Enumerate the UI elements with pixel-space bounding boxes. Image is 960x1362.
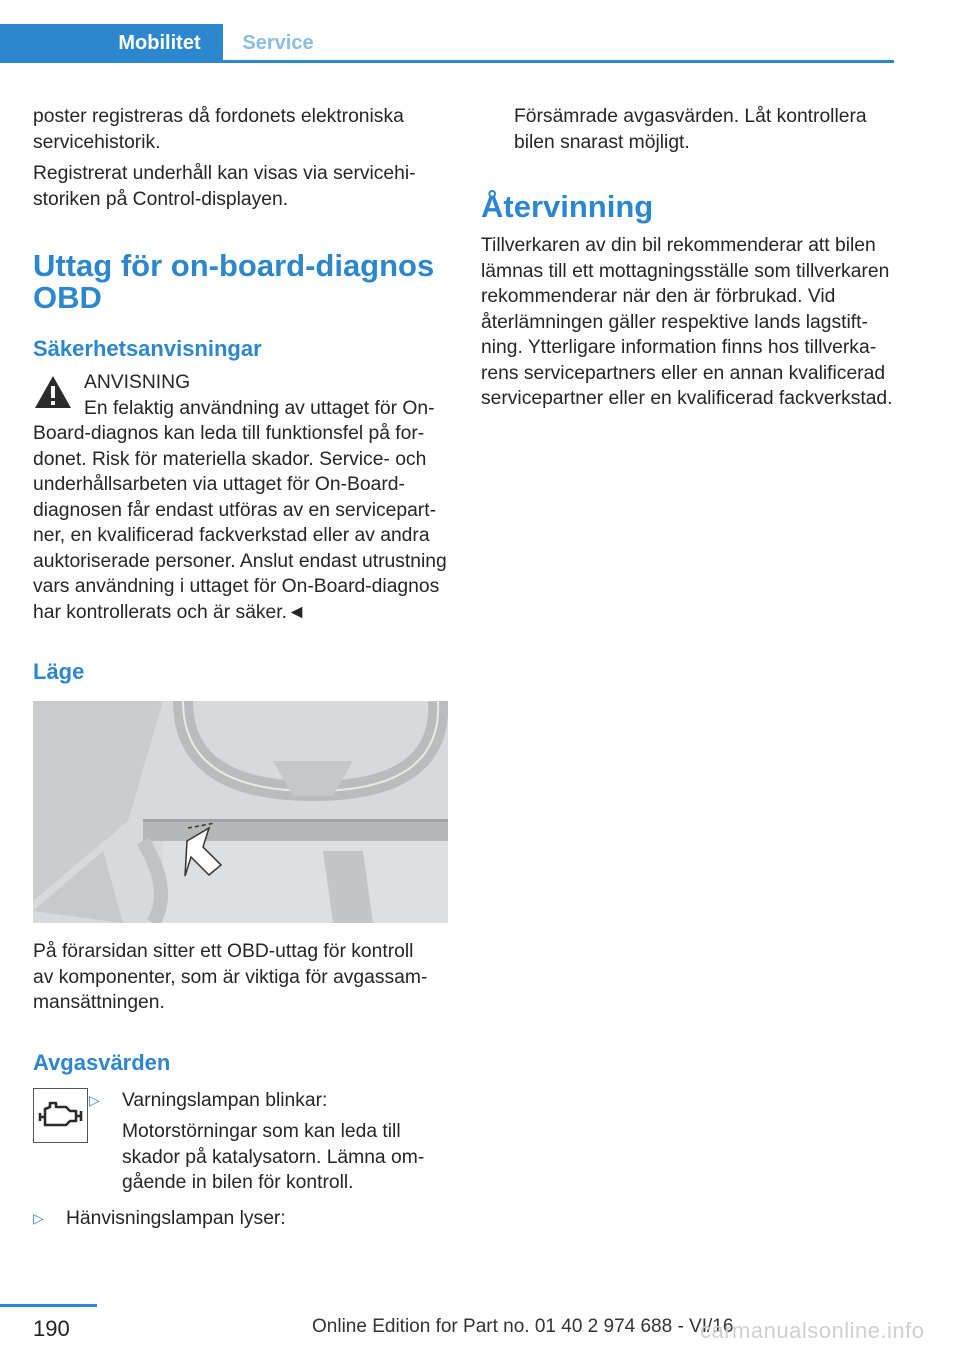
bullet-indicator-lit <box>33 1206 448 1232</box>
continued-bullet-text: Försämrade avgasvärden. Låt kontrollera bilen snarast möjligt. <box>514 106 867 153</box>
bullet1-text: Motorstörningar som kan leda till skador på katalysatorn. Lämna omgående in bilen för kontroll. <box>122 1121 425 1193</box>
emissions-heading: Avgasvärden <box>33 1049 171 1075</box>
recycling-text: Tillverkaren av din bil rekommenderar att bilen lämnas till ett mottagningsställe som tillverkaren rekommenderar när den är förbrukad. Vid återlämningen gäller respektive lands lagstiftning. Ytterligare information finns hos tillverkarens servicepartners eller en annan kvalificerad servicepartner eller en kvalificerad fackverkstad. <box>481 235 893 409</box>
emissions-block <box>33 1088 448 1232</box>
location-heading: Läge <box>33 659 85 684</box>
header-rule <box>0 60 894 63</box>
chapter-title: Uttag för on-board-diagnos OBD <box>33 248 435 315</box>
watermark: carmanualsonline.info <box>700 1318 925 1343</box>
tab-mobilitet[interactable]: Mobilitet <box>96 24 223 62</box>
right-column <box>481 104 896 412</box>
header-accent-block <box>0 24 96 62</box>
edition-note: Online Edition for Part no. 01 40 2 974 688 - VI/16 <box>312 1316 734 1337</box>
intro-paragraph-1: poster registreras då fordonets elektroniska servicehistorik. <box>33 106 404 153</box>
bullet-triangle-icon: ▷ <box>33 1209 44 1226</box>
warning-block <box>33 370 448 421</box>
warning-triangle-icon <box>33 374 73 410</box>
recycling-heading: Återvinning <box>481 189 654 224</box>
bullet1-label: Varningslampan blinkar: <box>122 1089 328 1111</box>
page-number: 190 <box>33 1316 70 1341</box>
warning-lead-text: En felaktig användning av uttaget för On- <box>84 397 435 419</box>
obd-location-figure <box>33 701 448 923</box>
check-engine-icon-frame <box>33 1088 88 1143</box>
page-number-rule <box>0 1304 97 1307</box>
warning-text: Board-diagnos kan leda till funktionsfel på fordonet. Risk för materiella skador. Service- och underhållsarbeten via uttaget för On-Board-diagnosen får endast utföras av en servicepartner, en kvalificerad fackverkstad eller av andra auktoriserade personer. Anslut endast utrustning vars användning i uttaget för On-Board-diagnos har kontrollerats och är säker.◄ <box>33 423 447 623</box>
safety-heading: Säkerhetsanvisningar <box>33 336 262 361</box>
warning-label: ANVISNING <box>84 372 191 393</box>
check-engine-icon <box>34 1089 86 1141</box>
bullet2-label: Hänvisningslampan lyser: <box>66 1207 286 1229</box>
tab-service[interactable]: Service <box>242 32 314 54</box>
intro-paragraph-2: Registrerat underhåll kan visas via servicehistoriken på Control-displayen. <box>33 163 416 210</box>
left-column <box>33 104 448 1231</box>
figure-caption: På förarsidan sitter ett OBD-uttag för kontroll av komponenter, som är viktiga för avgassammansättningen. <box>33 941 428 1013</box>
obd-location-illustration <box>33 701 448 923</box>
bullet-warning-blinks <box>89 1088 448 1114</box>
bullet-triangle-icon: ▷ <box>89 1091 100 1108</box>
